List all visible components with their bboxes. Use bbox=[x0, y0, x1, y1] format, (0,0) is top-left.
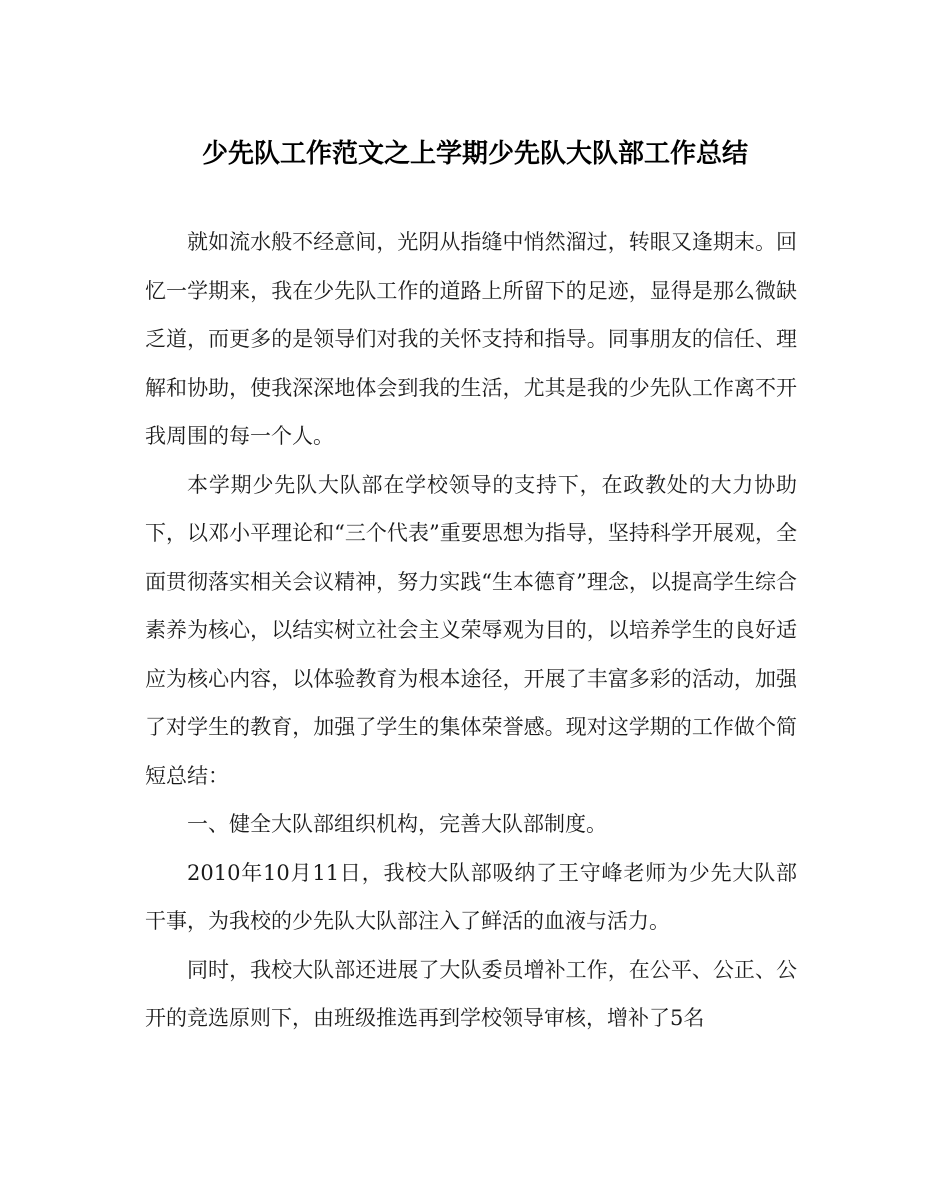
document-body bbox=[145, 218, 797, 1043]
paragraph-recruitment: 2010年10月11日，我校大队部吸纳了王守峰老师为少先大队部干事，为我校的少先队大队部注入了鲜活的血液与活力。 bbox=[145, 860, 797, 933]
paragraph-overview: 本学期少先队大队部在学校领导的支持下，在政教处的大力协助下，以邓小平理论和“三个代表”重要思想为指导，坚持科学开展观，全面贯彻落实相关会议精神，努力实践“生本德育”理念，以提高学生综合素养为核心，以结实树立社会主义荣辱观为目的，以培养学生的良好适应为核心内容，以体验教育为根本途径，开展了丰富多彩的活动，加强了对学生的教育，加强了学生的集体荣誉感。现对这学期的工作做个简短总结： bbox=[145, 472, 797, 788]
document-title: 少先队工作范文之上学期少先队大队部工作总结 bbox=[201, 139, 748, 169]
paragraph-intro: 就如流水般不经意间，光阴从指缝中悄然溜过，转眼又逢期末。回忆一学期来，我在少先队工作的道路上所留下的足迹，显得是那么微缺乏道，而更多的是领导们对我的关怀支持和指导。同事朋友的信任、理解和协助，使我深深地体会到我的生活，尤其是我的少先队工作离不开我周围的每一个人。 bbox=[145, 230, 797, 448]
paragraph-committee: 同时，我校大队部还进展了大队委员增补工作，在公平、公正、公开的竞选原则下，由班级推选再到学校领导审核，增补了5名 bbox=[145, 957, 797, 1030]
section-heading-1: 一、健全大队部组织机构，完善大队部制度。 bbox=[187, 812, 607, 836]
